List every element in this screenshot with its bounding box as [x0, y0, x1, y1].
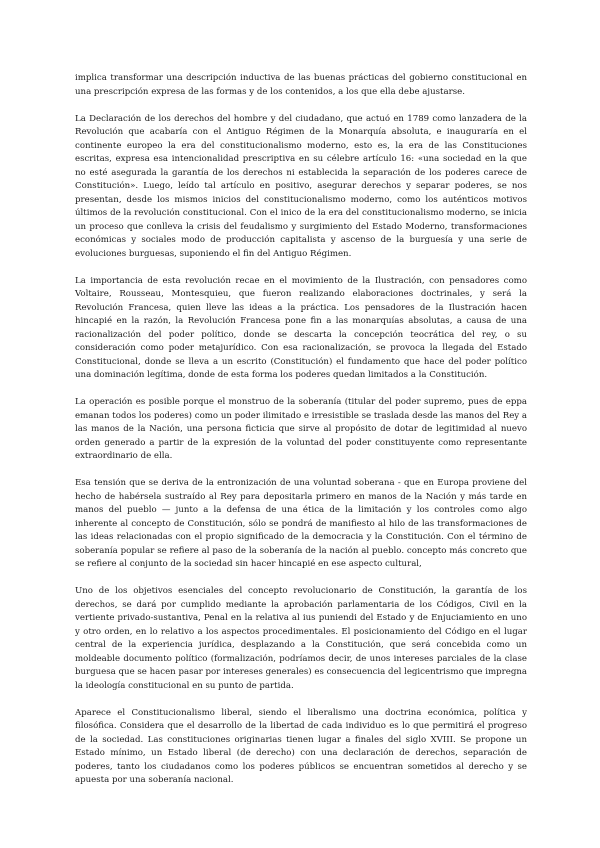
paragraph-4: La operación es posible porque el monstruo de la soberanía (titular del poder supremo, pues de eppa emanan todos los poderes) como un poder ilimitado e irresistible se traslada desde las manos del Rey a las manos de la Nación, una persona ficticia que sirve al propósito de dotar de legitimidad al nuevo orden generado a partir de la expresión de la voluntad del poder constituyente como representante extraordinario de ella. — [75, 397, 527, 461]
paragraph-1: implica transformar una descripción inductiva de las buenas prácticas del gobierno constitucional en una prescripción expresa de las formas y de los contenidos, a los que ella debe ajustarse. — [75, 73, 527, 97]
paragraph-7: Aparece el Constitucionalismo liberal, siendo el liberalismo una doctrina económica, política y filosófica. Considera que el desarrollo de la libertad de cada individuo es lo que permitirá el progreso de la sociedad. Las constituciones originarias tienen lugar a finales del siglo XVIII. Se propone un Estado mínimo, un Estado liberal (de derecho) con una declaración de derechos, separación de poderes, tanto los ciudadanos como los poderes públicos se encuentran sometidos al derecho y se apuesta por una soberanía nacional. — [75, 707, 527, 785]
document-page — [75, 72, 527, 801]
paragraph-2: La Declaración de los derechos del hombre y del ciudadano, que actuó en 1789 como lanzadera de la Revolución que acabaría con el Antiguo Régimen de la Monarquía absoluta, e inauguraría en el continente europeo la era del constitucionalismo moderno, esto es, la era de las Constituciones escritas, expresa esa intencionalidad prescriptiva en su célebre artículo 16: «una sociedad en la que no esté asegurada la garantía de los derechos ni establecida la separación de los poderes carece de Constitución». Luego, leído tal artículo en positivo, asegurar derechos y separar poderes, se nos presentan, desde los mismos inicios del constitucionalismo moderno, como los auténticos motivos últimos de la revolución constitucional. Con el inico de la era del constitucionalismo moderno, se inicia un proceso que conlleva la crisis del feudalismo y surgimiento del Estado Moderno, transformaciones económicas y sociales modo de producción capitalista y ascenso de la burguesía y una serie de evoluciones burguesas, suponiendo el fin del Antiguo Régimen. — [75, 113, 527, 259]
paragraph-3: La importancia de esta revolución recae en el movimiento de la Ilustración, con pensadores como Voltaire, Rousseau, Montesquieu, que fueron realizando elaboraciones doctrinales, y será la Revolución Francesa, quien lleve las ideas a la práctica. Los pensadores de la Ilustración hacen hincapié en la razón, la Revolución Francesa pone fin a las monarquías absolutas, a causa de una racionalización del poder político, donde se descarta la concepción teocrática del rey, o su consideración como poder metajurídico. Con esa racionalización, se provoca la llegada del Estado Constitucional, donde se lleva a un escrito (Constitución) el fundamento que hace del poder político una dominación legítima, donde de esta forma los poderes quedan limitados a la Constitución. — [75, 275, 527, 380]
paragraph-6: Uno de los objetivos esenciales del concepto revolucionario de Constitución, la garantía de los derechos, se dará por cumplido mediante la aprobación parlamentaria de los Códigos, Civil en la vertiente privado-sustantiva, Penal en la relativa al ius puniendi del Estado y de Enjuciamiento en uno y otro orden, en lo relativo a los aspectos procedimentales. El posicionamiento del Código en el lugar central de la experiencia jurídica, desplazando a la Constitución, que será concebida como un moldeable documento político (formalización, podríamos decir, de unos intereses parciales de la clase burguesa que se hacen pasar por intereses generales) es consecuencia del legicentrismo que impregna la ideología constitucional en su punto de partida. — [75, 586, 527, 691]
paragraph-5: Esa tensión que se deriva de la entronización de una voluntad soberana - que en Europa proviene del hecho de habérsela sustraído al Rey para depositarla primero en manos de la Nación y más tarde en manos del pueblo — junto a la defensa de una ética de la limitación y los controles como algo inherente al concepto de Constitución, sólo se pondrá de manifiesto al hilo de las transformaciones de las ideas relacionadas con el propio significado de la democracia y la Constitución. Con el término de soberanía popular se refiere al paso de la soberanía de la nación al pueblo. concepto más concreto que se refiere al conjunto de la sociedad sin hacer hincapié en ese aspecto cultural, — [75, 478, 527, 569]
